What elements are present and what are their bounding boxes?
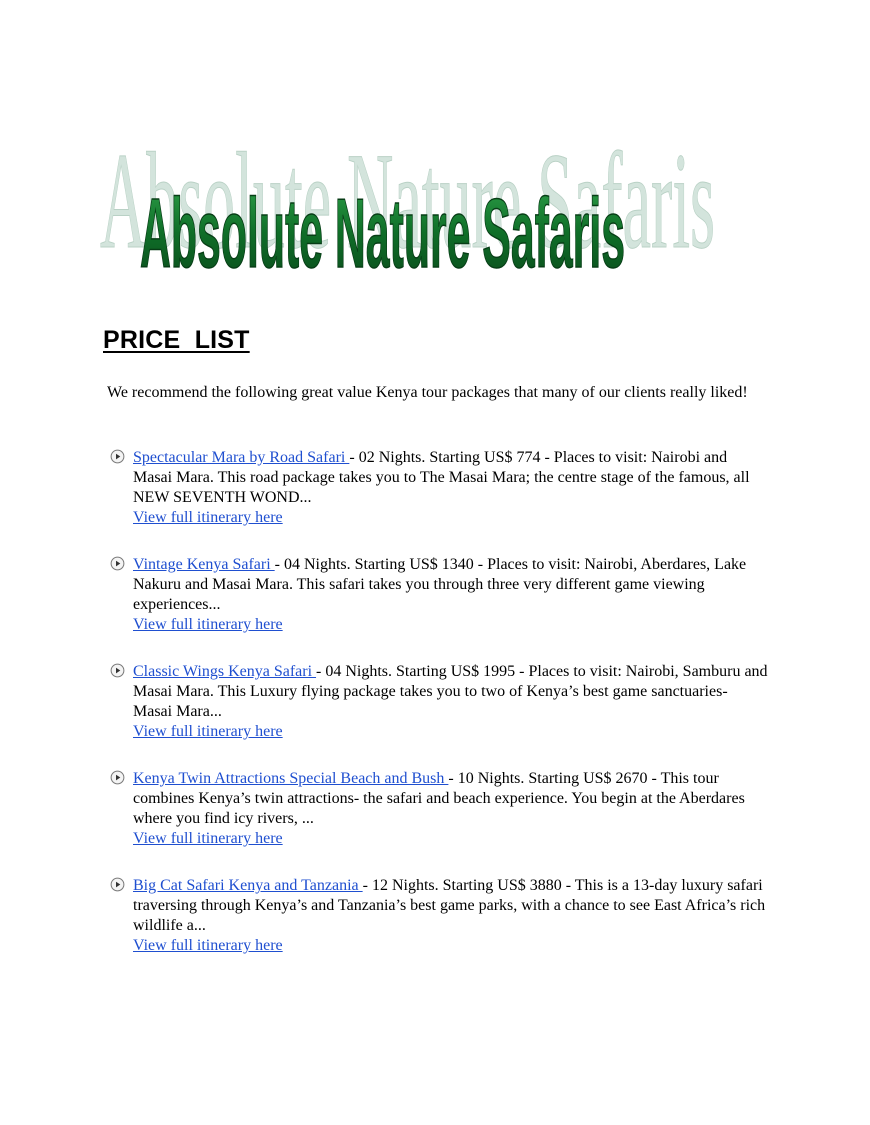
play-circle-icon <box>110 663 125 678</box>
list-item <box>108 555 768 635</box>
logo-shadow-text: Absolute Nature Safaris <box>100 124 715 277</box>
package-list <box>108 448 768 983</box>
itinerary-link[interactable]: View full itinerary here <box>133 509 283 526</box>
play-circle-icon <box>110 877 125 892</box>
itinerary-link[interactable]: View full itinerary here <box>133 616 283 633</box>
package-description <box>133 556 746 613</box>
itinerary-link[interactable]: View full itinerary here <box>133 937 283 954</box>
logo-graphic <box>95 95 735 285</box>
list-item <box>108 448 768 528</box>
package-details: - 10 Nights. Starting US$ 2670 - This tour combines Kenya’s twin attractions- the safari and beach experience. You begin at the Aberdares where you find icy rivers, ... <box>133 770 745 827</box>
package-description <box>133 449 750 506</box>
itinerary-link[interactable]: View full itinerary here <box>133 723 283 740</box>
package-description <box>133 663 768 720</box>
tour-link-big-cat[interactable]: Big Cat Safari Kenya and Tanzania <box>133 877 363 894</box>
tour-link-vintage-kenya[interactable]: Vintage Kenya Safari <box>133 556 275 573</box>
play-circle-icon <box>110 449 125 464</box>
play-circle-icon <box>110 556 125 571</box>
list-item <box>108 662 768 742</box>
package-details: - 04 Nights. Starting US$ 1340 - Places to visit: Nairobi, Aberdares, Lake Nakuru and Masai Mara. This safari takes you through three very different game viewing experiences... <box>133 556 747 613</box>
intro-paragraph: We recommend the following great value Kenya tour packages that many of our clients really liked! <box>107 384 748 401</box>
tour-link-classic-wings[interactable]: Classic Wings Kenya Safari <box>133 663 317 680</box>
package-description <box>133 770 745 827</box>
tour-link-spectacular-mara[interactable]: Spectacular Mara by Road Safari <box>133 449 350 466</box>
tour-link-twin-attractions[interactable]: Kenya Twin Attractions Special Beach and Bush <box>133 770 449 787</box>
page-title: PRICE LIST <box>103 326 250 354</box>
package-details: - 04 Nights. Starting US$ 1995 - Places to visit: Nairobi, Samburu and Masai Mara. This Luxury flying package takes you to two of Kenya’s best game sanctuaries- Masai Mara... <box>133 663 768 720</box>
logo <box>95 95 735 285</box>
list-item <box>108 876 768 956</box>
package-details: - 02 Nights. Starting US$ 774 - Places to visit: Nairobi and Masai Mara. This road package takes you to The Masai Mara; the centre stage of the famous, all NEW SEVENTH WOND... <box>133 449 750 506</box>
logo-main-text: Absolute Nature Safaris <box>140 178 625 285</box>
list-item <box>108 769 768 849</box>
package-description <box>133 877 765 934</box>
itinerary-link[interactable]: View full itinerary here <box>133 830 283 847</box>
package-details: - 12 Nights. Starting US$ 3880 - This is a 13-day luxury safari traversing through Kenya’s and Tanzania’s best game parks, with a chance to see East Africa’s rich wildlife a... <box>133 877 766 934</box>
play-circle-icon <box>110 770 125 785</box>
